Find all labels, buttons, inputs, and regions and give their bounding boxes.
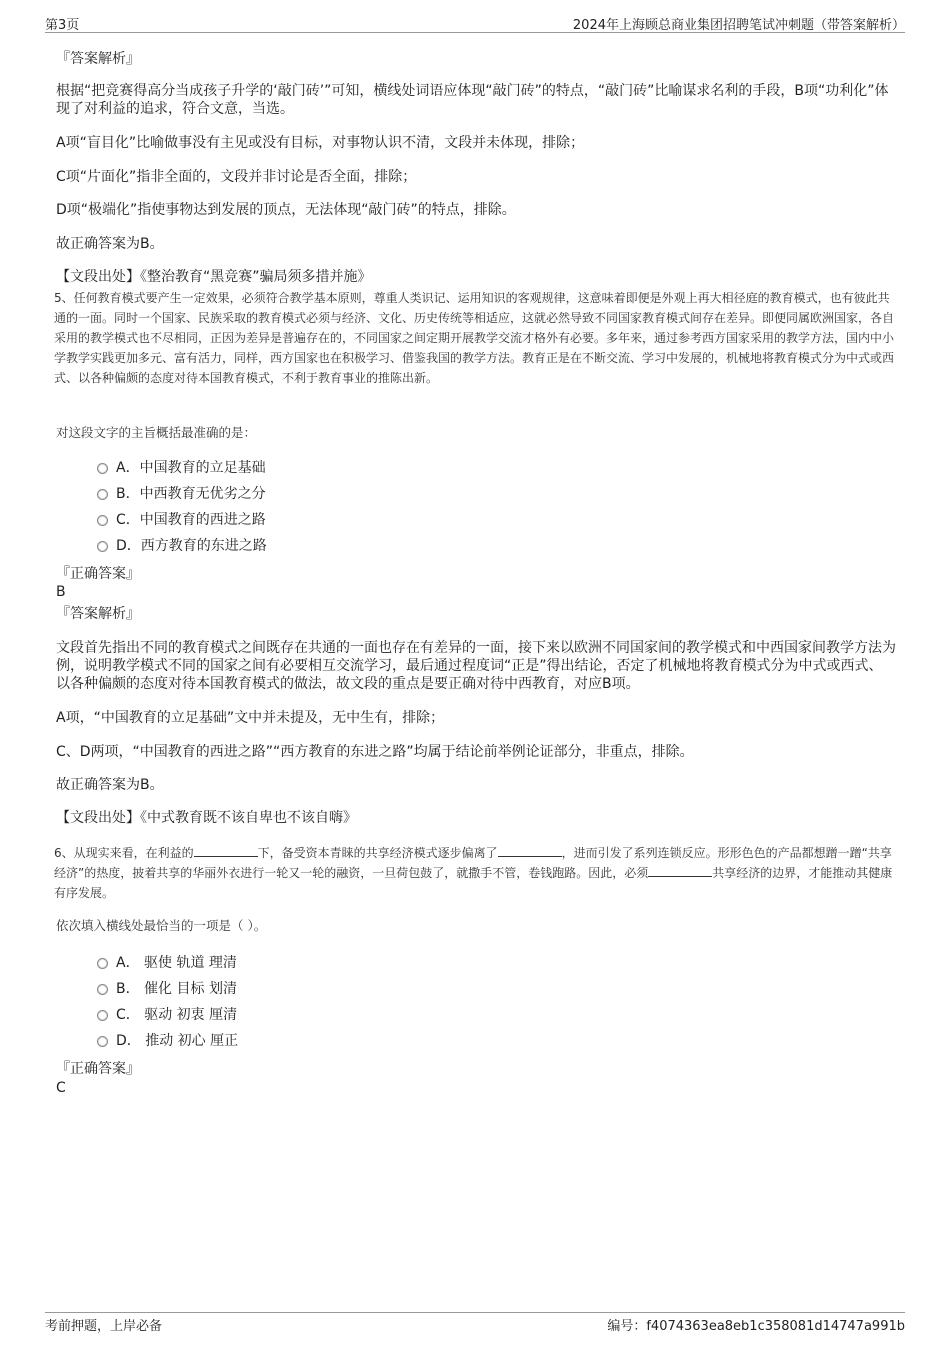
q4-source: 【文段出处】《整治教育“黑竞赛”骗局须多措并施》 [56, 269, 372, 285]
fill-blank-3[interactable] [648, 864, 712, 877]
q6-option-c[interactable] [97, 1006, 237, 1024]
page-footer [45, 1312, 905, 1334]
page-number: 第3页 [45, 18, 80, 33]
q6-option-a-label: A． 驱使 轨道 理清 [116, 955, 237, 971]
q6-option-c-label: C． 驱动 初衷 厘清 [116, 1007, 238, 1023]
q5-answer-label: 『正确答案』 [56, 566, 140, 582]
q5-option-c-label: C．中国教育的西进之路 [116, 512, 266, 528]
q6-answer-label: 『正确答案』 [56, 1061, 140, 1077]
q5-option-b-label: B．中西教育无优劣之分 [116, 486, 266, 502]
q5-analysis-text: 文段首先指出不同的教育模式之间既存在共通的一面也存在有差异的一面，接下来以欧洲不同国家间的教学模式和中西国家间教学方法为例，说明教学模式不同的国家之间有必要相互交流学习，最后通过程度词“正是”得出结论，否定了机械地将教育模式分为中式或西式、以各种偏颇的态度对待本国教育模式的做法，故文段的重点是要正确对待中西教育，对应B项。 [56, 640, 896, 692]
q4-option-d-note: D项“极端化”指使事物达到发展的顶点，无法体现“敲门砖”的特点，排除。 [56, 202, 516, 218]
page-header [45, 0, 905, 33]
q5-stem: 5、任何教育模式要产生一定效果，必须符合教学基本原则，尊重人类识记、运用知识的客观规律，这意味着即便是外观上再大相径庭的教育模式，也有彼此共通的一面。同时一个国家、民族采取的教育模式必须与经济、文化、历史传统等相适应，这就必然导致不同国家教育模式间存在差异。即便同属欧洲国家，各自采用的教学模式也不尽相同，正因为差异是普遍存在的，不同国家之间定期开展教学交流才格外有必要。多年来，通过参考西方国家采用的教学方法，国内中小学教学实践更加多元、富有活力，同样，西方国家也在积极学习、借鉴我国的教学方法。教育正是在不断交流、学习中发展的，机械地将教育模式分为中式或西式、以各种偏颇的态度对待本国教育模式，不利于教育事业的推陈出新。 [54, 291, 895, 385]
q5-answer: B [56, 584, 66, 600]
footer-slogan: 考前押题，上岸必备 [45, 1319, 163, 1334]
radio-icon[interactable] [97, 515, 108, 526]
radio-icon[interactable] [97, 489, 108, 500]
q5-analysis-label: 『答案解析』 [56, 606, 140, 622]
q5-option-c[interactable] [97, 511, 266, 529]
q6-option-d[interactable] [97, 1032, 238, 1050]
radio-icon[interactable] [97, 463, 108, 474]
radio-icon[interactable] [97, 1010, 108, 1021]
q6-option-d-label: D． 推动 初心 厘正 [116, 1033, 239, 1049]
fill-blank-1[interactable] [194, 844, 258, 857]
document-title: 2024年上海顾总商业集团招聘笔试冲刺题（带答案解析） [572, 18, 905, 33]
document-id: 编号：f4074363ea8eb1c358081d14747a991b [607, 1319, 905, 1334]
q6-question: 依次填入横线处最恰当的一项是（ ）。 [56, 918, 267, 933]
radio-icon[interactable] [97, 984, 108, 995]
q5-option-a-note: A项，“中国教育的立足基础”文中并未提及，无中生有，排除； [56, 710, 445, 726]
q4-analysis-text: 根据“把竞赛得高分当成孩子升学的‘敲门砖’”可知，横线处词语应体现“敲门砖”的特点，“敲门砖”比喻谋求名利的手段，B项“功利化”体现了对利益的追求，符合文意，当选。 [56, 83, 889, 117]
q4-conclusion: 故正确答案为B。 [56, 236, 164, 252]
q6-stem: 6、从现实来看，在利益的 下，备受资本青睐的共享经济模式逐步偏离了 ，进而引发了系列连锁反应。形形色色的产品都想蹭一蹭“共享经济”的热度，披着共享的华丽外衣进行一轮又一轮的融资，一旦荷包鼓了，就撒手不管，卷钱跑路。因此，必须 共享经济的边界，才能推动其健康有序发展。 [54, 846, 893, 900]
radio-icon[interactable] [97, 1036, 108, 1047]
radio-icon[interactable] [97, 958, 108, 969]
fill-blank-2[interactable] [498, 844, 562, 857]
q4-option-a-note: A项“盲目化”比喻做事没有主见或没有目标，对事物认识不清，文段并未体现，排除； [56, 135, 585, 151]
q5-option-b[interactable] [97, 485, 266, 503]
q4-analysis-label: 『答案解析』 [56, 51, 140, 67]
q6-answer: C [56, 1080, 66, 1096]
q6-option-b-label: B． 催化 目标 划清 [116, 981, 237, 997]
q5-source: 【文段出处】《中式教育既不该自卑也不该自嗨》 [56, 810, 357, 826]
q5-option-cd-note: C、D两项，“中国教育的西进之路”“西方教育的东进之路”均属于结论前举例论证部分，非重点，排除。 [56, 744, 694, 760]
q5-question: 对这段文字的主旨概括最准确的是： [56, 425, 257, 440]
q5-option-d[interactable] [97, 537, 267, 555]
q5-conclusion: 故正确答案为B。 [56, 777, 164, 793]
q4-option-c-note: C项“片面化”指非全面的，文段并非讨论是否全面，排除； [56, 169, 417, 185]
q6-option-a[interactable] [97, 954, 237, 972]
q5-option-a[interactable] [97, 459, 266, 477]
q5-option-a-label: A．中国教育的立足基础 [116, 460, 266, 476]
q6-option-b[interactable] [97, 980, 237, 998]
q5-option-d-label: D．西方教育的东进之路 [116, 538, 267, 554]
radio-icon[interactable] [97, 541, 108, 552]
